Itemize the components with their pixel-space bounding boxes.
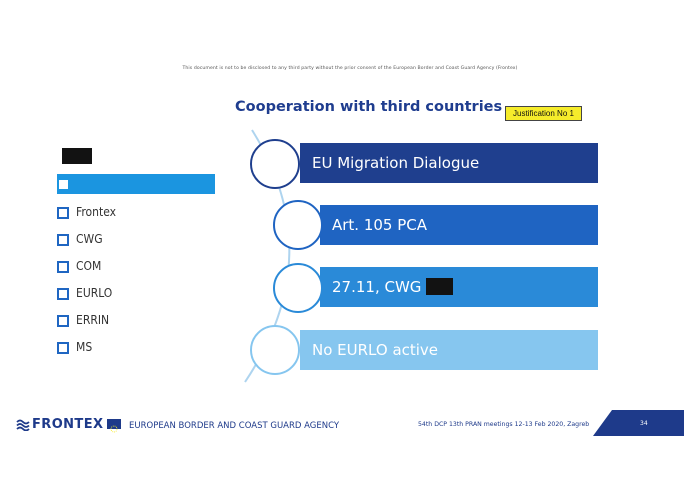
checklist-label: Frontex: [76, 205, 117, 219]
step-label: 27.11, CWG: [332, 278, 422, 296]
checklist-label: EURLO: [76, 286, 113, 300]
checklist-label: MS: [76, 340, 93, 354]
step-label: Art. 105 PCA: [332, 216, 428, 234]
meeting-info: 54th DCP 13th PRAN meetings 12-13 Feb 2020, Zagreb: [418, 421, 590, 428]
agency-name: EUROPEAN BORDER AND COAST GUARD AGENCY: [129, 421, 340, 431]
disclaimer: This document is not to be disclosed to any third party without the prior consent of the European Border and Coast Guard Agency (Frontex): [182, 66, 518, 71]
slide-title: Cooperation with third countries: [235, 99, 503, 115]
checklist-label: ERRIN: [76, 313, 110, 327]
checklist-label: COM: [76, 259, 102, 273]
step-label: No EURLO active: [312, 341, 439, 359]
frontex-wordmark: FRONTEX: [32, 417, 104, 432]
checklist-label: CWG: [76, 232, 103, 246]
page-number: 34: [640, 420, 648, 427]
step-label: EU Migration Dialogue: [312, 154, 480, 172]
justification-label: Justification No 1: [505, 106, 582, 121]
